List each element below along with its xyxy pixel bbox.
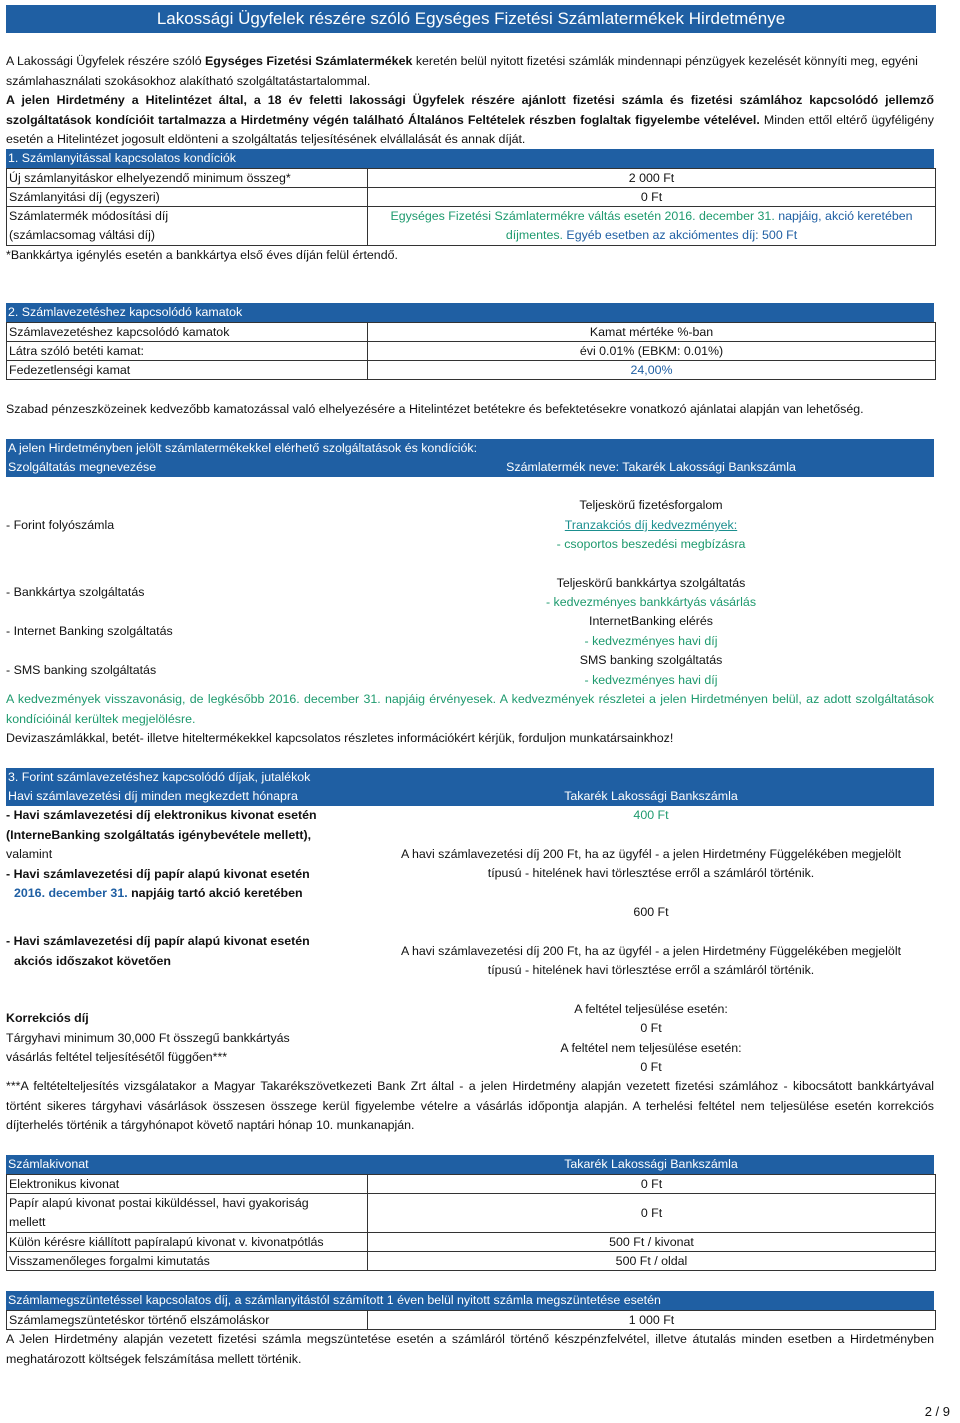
intro-paragraph-1: A Lakossági Ügyfelek részére szóló Egységes Fizetési Számlatermékek keretén belül nyitott fizetési számlák mindennapi pénzügyek kezelését könnyíti meg, egyéni számlahasználati szokásokhoz alakítható szolgáltatástartalommal.	[6, 54, 918, 88]
row-value: 24,00%	[368, 361, 936, 380]
card-value-2: - kedvezményes bankkártyás vásárlás	[545, 595, 757, 609]
section-3	[6, 768, 934, 806]
services-header: Szolgáltatás megnevezése Számlatermék neve: Takarék Lakossági Bankszámla	[6, 458, 934, 477]
modification-fee-value: Egységes Fizetési Számlatermékre váltás esetén 2016. december 31. napjáig, akció keretében díjmentes. Egyéb esetben az akciómentes díj: 500 Ft	[368, 207, 936, 246]
table-row	[7, 342, 936, 361]
table-row	[7, 169, 936, 188]
fee-paper-note-1: A havi számlavezetési díj 200 Ft, ha az ügyfél - a jelen Hirdetmény Függelékében megjelölt	[400, 944, 902, 958]
closing-text: A Jelen Hirdetmény alapján vezetett fizetési számla megszüntetése esetén a számláról történő készpénzfelvétel, illetve átutalás minden esetben a Hirdetményben meghatározott költségek felszámítása mellett történik.	[6, 1332, 934, 1366]
fee-electronic-note-1: A havi számlavezetési díj 200 Ft, ha az ügyfél - a jelen Hirdetmény Függelékében megjelölt	[400, 847, 902, 861]
correction-fee-cond-1: A feltétel teljesülése esetén:	[574, 1002, 728, 1016]
forint-value-1: Teljeskörű fizetésforgalom	[579, 498, 723, 512]
correction-fee-value-2: 0 Ft	[640, 1060, 662, 1074]
service-card: - Bankkártya szolgáltatás	[6, 585, 145, 599]
fee-paper-note-2: típusú - hitelének havi törlesztése erről a számláról történik.	[487, 963, 815, 977]
discount-note: A kedvezmények visszavonásig, de legkésőbb 2016. december 31. napjáig érvényesek. A kedvezmények részletei a jelen Hirdetményen belül, az adott szolgáltatások kondícióinál kerültek megjelölésre.	[6, 692, 934, 726]
section-1-table	[6, 168, 936, 246]
row-value: 2 000 Ft	[368, 169, 936, 188]
section-3-header: 3. Forint számlavezetéshez kapcsolódó díjak, jutalékok	[6, 768, 934, 787]
row-label: Fedezetlenségi kamat	[7, 361, 368, 380]
correction-fee-label: Korrekciós díj Tárgyhavi minimum 30,000 Ft összegű bankkártyás vásárlás feltétel teljesítésétől függően***	[6, 1011, 290, 1064]
sms-value-2: - kedvezményes havi díj	[584, 673, 718, 687]
row-label: Látra szóló betéti kamat:	[7, 342, 368, 361]
table-row: Külön kérésre kiállított papíralapú kivonat v. kivonatpótlás 500 Ft / kivonat	[7, 1233, 936, 1252]
closing-table	[6, 1310, 936, 1330]
forint-value-2: Tranzakciós díj kedvezmények:	[564, 518, 738, 532]
intro	[6, 52, 934, 150]
row-label: Számlanyitási díj (egyszeri)	[7, 188, 368, 207]
col-header: Kamat mértéke %-ban	[368, 323, 936, 342]
card-value-1: Teljeskörű bankkártya szolgáltatás	[556, 576, 746, 590]
table-row	[7, 207, 936, 246]
page-title: Lakossági Ügyfelek részére szóló Egységes Fizetési Számlatermékek Hirdetménye	[6, 5, 936, 33]
table-row	[7, 323, 936, 342]
fee-paper-value: 600 Ft	[633, 905, 669, 919]
statement-table	[6, 1174, 936, 1271]
service-forint: - Forint folyószámla	[6, 518, 115, 532]
fee-electronic-value: 400 Ft	[633, 808, 669, 822]
table-row	[7, 361, 936, 380]
correction-fee-value-1: 0 Ft	[640, 1021, 662, 1035]
services-notes	[6, 690, 934, 749]
section-1	[6, 149, 934, 266]
section-1-header: 1. Számlanyitással kapcsolatos kondíciók	[6, 149, 934, 168]
correction-fee-cond-2: A feltétel nem teljesülése esetén:	[560, 1041, 742, 1055]
row-value: évi 0.01% (EBKM: 0.01%)	[368, 342, 936, 361]
row-label: Új számlanyitáskor elhelyezendő minimum összeg*	[7, 169, 368, 188]
services-title: A jelen Hirdetményben jelölt számlatermékekkel elérhető szolgáltatások és kondíciók:	[6, 439, 934, 458]
closing-header: Számlamegszüntetéssel kapcsolatos díj, a számlanyitástól számított 1 éven belül nyitott számla megszüntetése esetén	[6, 1291, 934, 1310]
ib-value-2: - kedvezményes havi díj	[584, 634, 718, 648]
fee-electronic-label: - Havi számlavezetési díj elektronikus kivonat esetén (InterneBanking szolgáltatás igénybevétele mellett), valamint - Havi számlavezetési díj papír alapú kivonat esetén 2016. december 31. napjáig tartó akció keretében	[6, 808, 317, 900]
services-section	[6, 439, 934, 477]
forint-value-3: - csoportos beszedési megbízásra	[556, 537, 746, 551]
col-header: Számlavezetéshez kapcsolódó kamatok	[7, 323, 368, 342]
statement-header: Számlakivonat Takarék Lakossági Bankszámla	[6, 1155, 934, 1174]
section-2-header: 2. Számlavezetéshez kapcsolódó kamatok	[6, 303, 934, 322]
deviza-note: Devizaszámlákkal, betét- illetve hiteltermékekkel kapcsolatos részletes információkért kérjük, forduljon munkatársainkhoz!	[6, 731, 674, 745]
page-number: 2 / 9	[924, 1404, 950, 1419]
modification-fee-label: Számlatermék módosítási díj (számlacsomag váltási díj)	[7, 207, 368, 246]
closing-section	[6, 1291, 934, 1369]
section-2-table	[6, 322, 936, 380]
ib-value-1: InternetBanking elérés	[589, 614, 713, 628]
table-row: Visszamenőleges forgalmi kimutatás 500 Ft / oldal	[7, 1252, 936, 1271]
section-1-footnote: *Bankkártya igénylés esetén a bankkártya első éves díján felül értendő.	[6, 248, 398, 262]
intro-paragraph-2: A jelen Hirdetmény a Hitelintézet által, a 18 év feletti lakossági Ügyfelek részére ajánlott fizetési számla és fizetési számlához kapcsolódó jellemző szolgáltatások kondícióit tartalmazza a Hirdetmény végén található Általános Feltételek részben foglaltak figyelembe vételével. Minden ettől eltérő ügyféligény esetén a Hitelintézet jogosult eldönteni a szolgáltatás teljesítésének elvállalását és annak díját.	[6, 93, 935, 146]
table-row: Számlamegszüntetéskor történő elszámoláskor 1 000 Ft	[7, 1311, 936, 1330]
service-sms: - SMS banking szolgáltatás	[6, 663, 157, 677]
fee-paper-label: - Havi számlavezetési díj papír alapú kivonat esetén akciós időszakot követően	[6, 934, 310, 968]
free-funds-text: Szabad pénzeszközeinek kedvezőbb kamatozással való elhelyezésére a Hitelintézet betétekre és befektetésekre vonatkozó ajánlatai alapján van lehetőség.	[6, 402, 864, 416]
table-row	[7, 188, 936, 207]
row-value: 0 Ft	[368, 188, 936, 207]
section-2	[6, 303, 934, 380]
section-3-col-header: Havi számlavezetési díj minden megkezdett hónapra Takarék Lakossági Bankszámla	[6, 787, 934, 806]
statement-section	[6, 1155, 934, 1271]
sms-value-1: SMS banking szolgáltatás	[579, 653, 723, 667]
service-internet-banking: - Internet Banking szolgáltatás	[6, 624, 173, 638]
section-3-footnote: ***A feltételteljesítés vizsgálatakor a Magyar Takarékszövetkezeti Bank Zrt által - a jelen Hirdetmény alapján vezetett fizetési számlához - kibocsátott bankkártyával történt sikeres tárgyhavi vásárlások összesen összege kerül figyelembe vételre a vásárlás időpontja alapján. A terhelési feltétel nem teljesülése esetén korrekciós díjterhelés történik a tárgyhónapot követő naptári hónap 10. munkanapján.	[6, 1079, 934, 1132]
fee-electronic-note-2: típusú - hitelének havi törlesztése erről a számláról történik.	[487, 866, 815, 880]
table-row: Elektronikus kivonat 0 Ft	[7, 1175, 936, 1194]
table-row: Papír alapú kivonat postai kiküldéssel, havi gyakoriság mellett 0 Ft	[7, 1194, 936, 1233]
